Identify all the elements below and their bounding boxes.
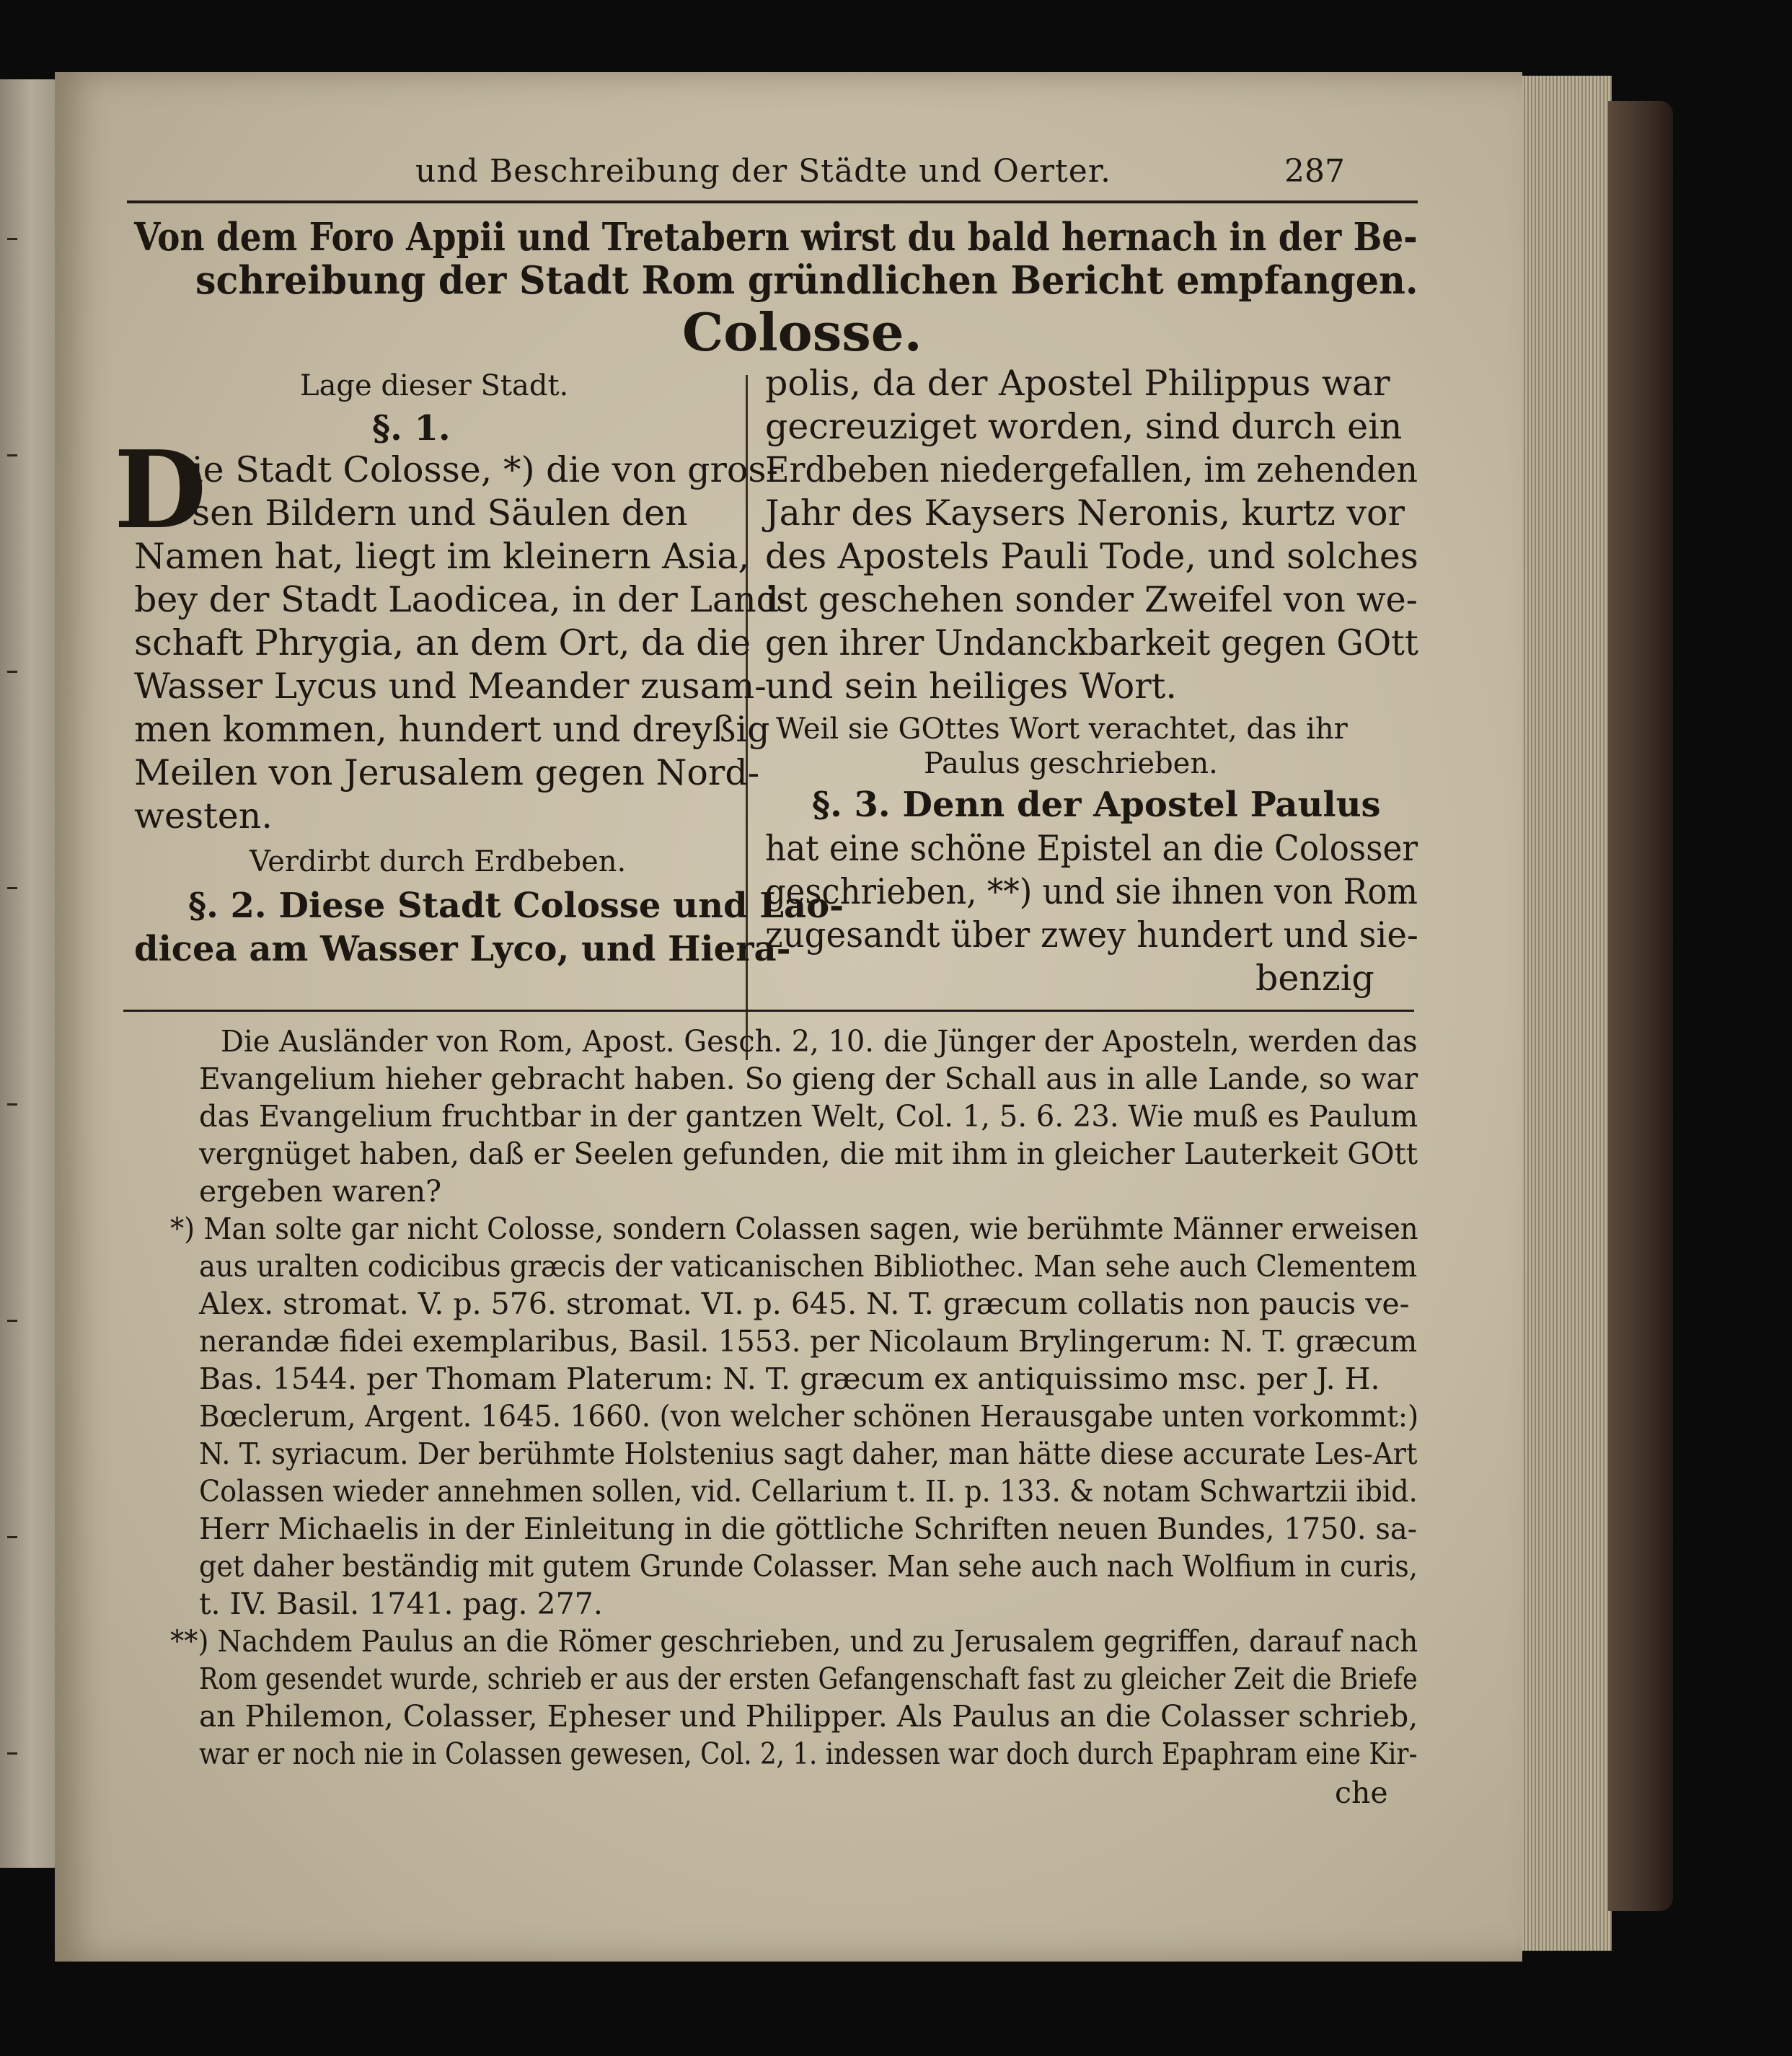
section-title: Colosse.: [682, 301, 922, 363]
intro-line-1: Von dem Foro Appii und Tretabern wirst du bald hernach in der Be-: [134, 215, 1418, 260]
footnote-line-6: *) Man solte gar nicht Colosse, sondern Colassen sagen, wie berühmte Männer erweisen: [170, 1212, 1418, 1246]
right-line-7: gen ihrer Undanckbarkeit gegen GOtt: [765, 622, 1418, 663]
left-para2-line-2: dicea am Wasser Lyco, und Hiera-: [134, 929, 791, 969]
footnote-line-19: an Philemon, Colasser, Epheser und Philipper. Als Paulus an die Colasser schrieb,: [199, 1699, 1418, 1734]
page-stack-edge: [1518, 76, 1612, 1951]
footnote-catchword: che: [1335, 1775, 1388, 1810]
footnote-line-17: **) Nachdem Paulus an die Römer geschrieben, und zu Jerusalem gegriffen, darauf nach: [170, 1624, 1418, 1659]
book-page: [55, 72, 1522, 1962]
right-line-4: Jahr des Kaysers Neronis, kurtz vor: [765, 493, 1405, 534]
header-rule: [127, 200, 1418, 203]
footnote-line-12: N. T. syriacum. Der berühmte Holstenius sagt daher, man hätte diese accurate Les-Art: [199, 1437, 1418, 1471]
left-para2-line-1: §. 2. Diese Stadt Colosse und Lao-: [188, 886, 844, 926]
footnote-line-2: Evangelium hieher gebracht haben. So gieng der Schall aus in alle Lande, so war: [199, 1062, 1418, 1096]
right-line-2: gecreuziget worden, sind durch ein: [765, 406, 1403, 447]
left-line-3: Namen hat, liegt im kleinern Asia,: [134, 536, 750, 577]
paragraph-number-1: §. 1.: [372, 408, 451, 449]
book-cover: [1608, 101, 1673, 1911]
right-para3-line-2: hat eine schöne Epistel an die Colosser: [765, 828, 1418, 869]
footnote-line-5: ergeben waren?: [199, 1174, 442, 1209]
left-line-2: sen Bildern und Säulen den: [192, 493, 688, 534]
left-line-5: schaft Phrygia, an dem Ort, da die: [134, 622, 751, 663]
side-heading-location: Lage dieser Stadt.: [300, 369, 569, 402]
footnote-line-15: get daher beständig mit gutem Grunde Colasser. Man sehe auch nach Wolfium in curis,: [199, 1549, 1418, 1584]
footnote-line-11: Bœclerum, Argent. 1645. 1660. (von welcher schönen Herausgabe unten vorkommt:): [199, 1399, 1419, 1434]
side-heading-earthquake: Verdirbt durch Erdbeben.: [250, 845, 627, 878]
footnote-line-20: war er noch nie in Colassen gewesen, Col. 2, 1. indessen war doch durch Epaphram eine Kir-: [199, 1737, 1418, 1771]
right-line-3: Erdbeben niedergefallen, im zehenden: [765, 449, 1418, 490]
footnote-line-18: Rom gesendet wurde, schrieb er aus der ersten Gefangenschaft fast zu gleicher Zeit die Briefe: [199, 1662, 1418, 1696]
dropcap: D: [114, 427, 207, 552]
footnote-line-1: Die Ausländer von Rom, Apost. Gesch. 2, 10. die Jünger der Aposteln, werden das: [221, 1024, 1418, 1059]
left-line-9: westen.: [134, 795, 273, 837]
intro-line-2: schreibung der Stadt Rom gründlichen Bericht empfangen.: [195, 258, 1418, 303]
page-number: 287: [1284, 153, 1345, 190]
left-line-1: ie Stadt Colosse, *) die von gros-: [192, 449, 779, 490]
right-catchword: benzig: [1255, 958, 1374, 999]
previous-page-edge: [0, 79, 58, 1868]
side-heading-despised-2: Paulus geschrieben.: [924, 747, 1218, 780]
left-line-7: men kommen, hundert und dreyßig: [134, 709, 770, 750]
running-head: und Beschreibung der Städte und Oerter.: [415, 153, 1111, 190]
footnote-line-14: Herr Michaelis in der Einleitung in die göttliche Schriften neuen Bundes, 1750. sa-: [199, 1512, 1418, 1546]
footnote-rule: [123, 1010, 1414, 1012]
footnote-line-7: aus uralten codicibus græcis der vaticanischen Bibliothec. Man sehe auch Clementem: [199, 1249, 1418, 1284]
right-para3-line-4: zugesandt über zwey hundert und sie-: [765, 914, 1418, 956]
side-heading-despised: Weil sie GOttes Wort verachtet, das ihr: [776, 712, 1348, 746]
footnote-line-9: nerandæ fidei exemplaribus, Basil. 1553. per Nicolaum Brylingerum: N. T. græcum: [199, 1324, 1418, 1359]
footnote-line-3: das Evangelium fruchtbar in der gantzen Welt, Col. 1, 5. 6. 23. Wie muß es Paulum: [199, 1099, 1418, 1134]
footnote-line-13: Colassen wieder annehmen sollen, vid. Cellarium t. II. p. 133. & notam Schwartzii ibid.: [199, 1474, 1418, 1509]
right-line-6: ist geschehen sonder Zweifel von we-: [765, 579, 1418, 620]
right-line-1: polis, da der Apostel Philippus war: [765, 363, 1390, 404]
right-para3-line-3: geschrieben, **) und sie ihnen von Rom: [765, 871, 1418, 912]
left-line-8: Meilen von Jerusalem gegen Nord-: [134, 752, 760, 793]
left-line-6: Wasser Lycus und Meander zusam-: [134, 666, 767, 707]
footnote-line-10: Bas. 1544. per Thomam Platerum: N. T. græcum ex antiquissimo msc. per J. H.: [199, 1362, 1380, 1396]
right-line-8: und sein heiliges Wort.: [765, 666, 1177, 707]
left-line-4: bey der Stadt Laodicea, in der Land-: [134, 579, 791, 620]
footnote-line-8: Alex. stromat. V. p. 576. stromat. VI. p. 645. N. T. græcum collatis non paucis ve-: [199, 1287, 1410, 1321]
footnote-line-4: vergnüget haben, daß er Seelen gefunden, die mit ihm in gleicher Lauterkeit GOtt: [199, 1137, 1418, 1171]
right-para3-line-1: §. 3. Denn der Apostel Paulus: [812, 785, 1381, 825]
right-line-5: des Apostels Pauli Tode, und solches: [765, 536, 1418, 577]
footnote-line-16: t. IV. Basil. 1741. pag. 277.: [199, 1587, 603, 1621]
